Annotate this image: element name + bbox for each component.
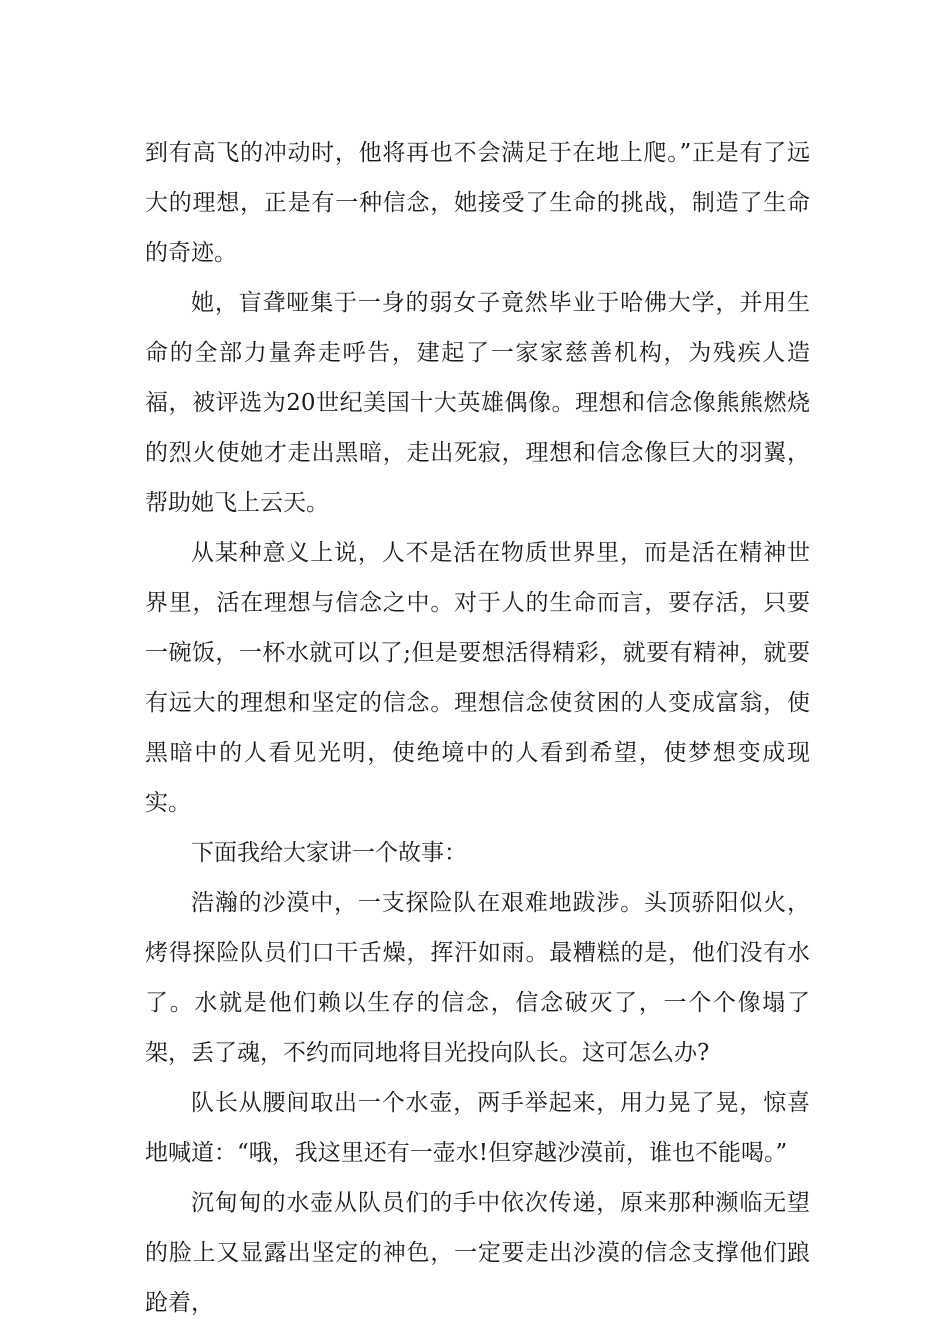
paragraph: 下面我给大家讲一个故事： bbox=[191, 840, 467, 866]
paragraph: 浩瀚的沙漠中，一支探险队在艰难地跋涉。头顶骄阳似火，烤得探险队员们口干舌燥，挥汗如雨。最糟糕的是，他们没有水了。水就是他们赖以生存的信念，信念破灭了，一个个像塌了架，丢了魂，不约而同地将目光投向队长。这可怎么办? bbox=[145, 890, 810, 1066]
paragraph: 她，盲聋哑集于一身的弱女子竟然毕业于哈佛大学，并用生命的全部力量奔走呼告，建起了一家家慈善机构，为残疾人造福，被评选为20世纪美国十大英雄偶像。理想和信念像熊熊燃烧的烈火使她才走出黑暗，走出死寂，理想和信念像巨大的羽翼，帮助她飞上云天。 bbox=[145, 290, 810, 516]
paragraph: 沉甸甸的水壶从队员们的手中依次传递，原来那种濒临无望的脸上又显露出坚定的神色，一定要走出沙漠的信念支撑他们踉跄着， bbox=[145, 1190, 810, 1316]
paragraph: 从某种意义上说，人不是活在物质世界里，而是活在精神世界里，活在理想与信念之中。对于人的生命而言，要存活，只要一碗饭，一杯水就可以了;但是要想活得精彩，就要有精神，就要有远大的理想和坚定的信念。理想信念使贫困的人变成富翁，使黑暗中的人看见光明，使绝境中的人看到希望，使梦想变成现实。 bbox=[145, 540, 810, 816]
paragraph: 队长从腰间取出一个水壶，两手举起来，用力晃了晃，惊喜地喊道：“哦，我这里还有一壶水!但穿越沙漠前，谁也不能喝。” bbox=[145, 1090, 810, 1166]
document-body bbox=[145, 128, 810, 1328]
paragraph-continuation: 到有高飞的冲动时，他将再也不会满足于在地上爬。”正是有了远大的理想，正是有一种信念，她接受了生命的挑战，制造了生命的奇迹。 bbox=[145, 140, 810, 266]
